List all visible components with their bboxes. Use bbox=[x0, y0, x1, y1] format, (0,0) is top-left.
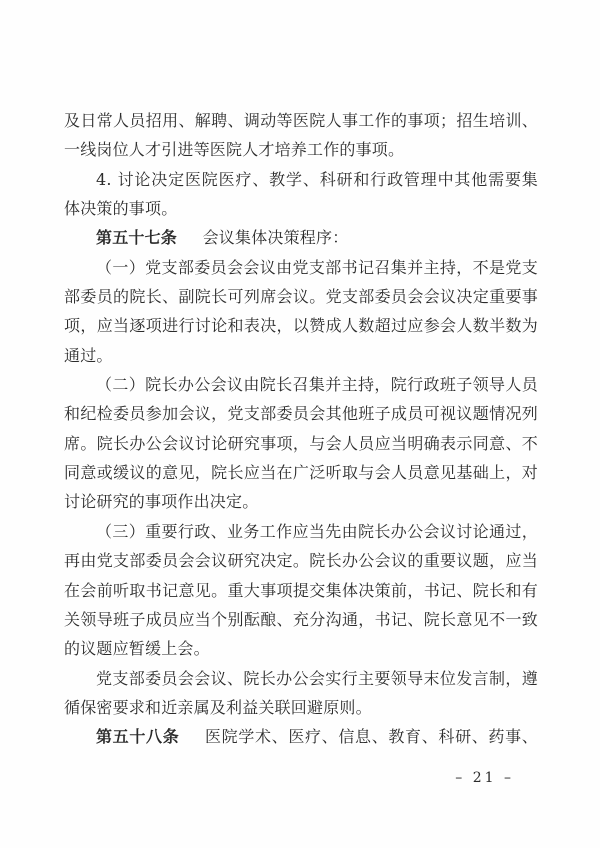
body-paragraph-continuation: 及日常人员招用、解聘、调动等医院人事工作的事项；招生培训、一线岗位人才引进等医院人才培养工作的事项。 bbox=[64, 111, 538, 160]
article-text-57: 会议集体决策程序： bbox=[202, 228, 349, 248]
article-number-57: 第五十七条 bbox=[96, 228, 178, 248]
body-paragraph-item-4: 4. 讨论决定医院医疗、教学、科研和行政管理中其他需要集体决策的事项。 bbox=[64, 169, 538, 219]
article-paragraph-58 bbox=[64, 722, 538, 751]
body-paragraph-clause-3: （三）重要行政、业务工作应当先由院长办公会议讨论通过，再由党支部委员会会议研究决定。院长办公会议的重要议题，应当在会前听取书记意见。重大事项提交集体决策前，书记、院长和有关领导班子成员应当个别酝酿、充分沟通，书记、院长意见不一致的议题应暂缓上会。 bbox=[64, 521, 538, 659]
article-paragraph-57 bbox=[64, 223, 538, 252]
body-paragraph-clause-2: （二）院长办公会议由院长召集并主持，院行政班子领导人员和纪检委员参加会议，党支部委员会其他班子成员可视议题情况列席。院长办公会议讨论研究事项，与会人员应当明确表示同意、不同意或缓议的意见，院长应当在广泛听取与会人员意见基础上，对讨论研究的事项作出决定。 bbox=[64, 375, 538, 512]
article-text-58: 医院学术、医疗、信息、教育、科研、药事、 bbox=[204, 727, 538, 747]
body-paragraph-closing-rule: 党支部委员会会议、院长办公会实行主要领导末位发言制，遵循保密要求和近亲属及利益关联回避原则。 bbox=[64, 668, 538, 717]
body-paragraph-clause-1: （一）党支部委员会会议由党支部书记召集并主持，不是党支部委员的院长、副院长可列席会议。党支部委员会会议决定重要事项，应当逐项进行讨论和表决，以赞成人数超过应参会人数半数为通过。 bbox=[64, 257, 538, 365]
document-body bbox=[64, 106, 538, 752]
article-number-58: 第五十八条 bbox=[96, 727, 180, 747]
page-number: – 21 – bbox=[455, 770, 514, 786]
